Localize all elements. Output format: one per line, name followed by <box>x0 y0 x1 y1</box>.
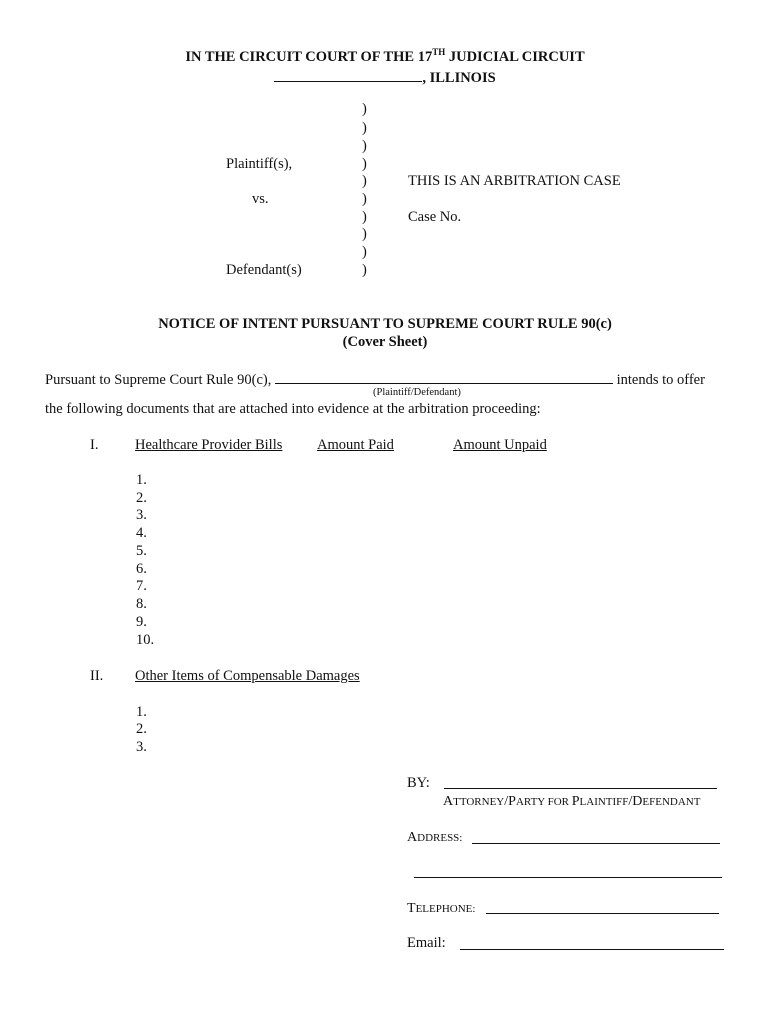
section-2-numeral: II. <box>90 668 104 684</box>
case-number-label: Case No. <box>408 209 462 225</box>
intro-text-end: intends to offer <box>616 372 705 388</box>
notice-title: NOTICE OF INTENT PURSUANT TO SUPREME COURT RULE 90(c) <box>158 316 612 332</box>
caption-text: LAINTIFF <box>579 796 629 808</box>
signature-blank-line[interactable] <box>444 774 717 789</box>
court-heading <box>0 47 770 66</box>
intro-line-1 <box>45 369 705 389</box>
paren: ) <box>362 120 367 136</box>
caption-text: A <box>443 794 454 809</box>
intro-text-start: Pursuant to Supreme Court Rule 90(c), <box>45 372 272 388</box>
list-item: 9. <box>136 614 147 630</box>
court-heading-text: IN THE CIRCUIT COURT OF THE 17 <box>185 48 433 65</box>
email-line[interactable] <box>460 935 724 950</box>
party-name-blank[interactable] <box>275 369 613 384</box>
list-item: 3. <box>136 739 147 755</box>
intro-line-2: the following documents that are attached into evidence at the arbitration proceeding: <box>45 401 541 417</box>
list-item: 1. <box>136 704 147 720</box>
list-item: 6. <box>136 561 147 577</box>
paren: ) <box>362 101 367 117</box>
paren: ) <box>362 209 367 225</box>
paren: ) <box>362 262 367 278</box>
address-line-2[interactable] <box>414 863 722 878</box>
caption-text: ARTY FOR <box>515 796 572 808</box>
county-suffix: , ILLINOIS <box>422 70 496 86</box>
list-item: 10. <box>136 632 155 648</box>
list-item: 2. <box>136 490 147 506</box>
paren: ) <box>362 226 367 242</box>
telephone-line[interactable] <box>486 899 719 914</box>
address-line-1[interactable] <box>472 829 720 844</box>
caption-text: TTORNEY <box>453 796 505 808</box>
label-text: ELEPHONE: <box>415 903 476 915</box>
label-text: A <box>407 830 418 845</box>
paren: ) <box>362 191 367 207</box>
section-1-col-amount-unpaid: Amount Unpaid <box>453 437 547 453</box>
telephone-label <box>407 900 475 917</box>
email-label: Email: <box>407 935 446 951</box>
list-item: 8. <box>136 596 147 612</box>
label-text: DDRESS: <box>417 832 463 844</box>
caption-text: P <box>571 794 580 809</box>
court-heading-text-end: JUDICIAL CIRCUIT <box>445 48 585 65</box>
list-item: 2. <box>136 721 147 737</box>
label-text: T <box>407 901 416 916</box>
list-item: 7. <box>136 578 147 594</box>
paren: ) <box>362 138 367 154</box>
caption-text: EFENDANT <box>642 796 701 808</box>
list-item: 4. <box>136 525 147 541</box>
arbitration-case-label: THIS IS AN ARBITRATION CASE <box>408 173 621 189</box>
paren: ) <box>362 173 367 189</box>
paren: ) <box>362 244 367 260</box>
section-1-numeral: I. <box>90 437 99 453</box>
vs-label: vs. <box>252 191 269 207</box>
list-item: 3. <box>136 507 147 523</box>
notice-subtitle: (Cover Sheet) <box>342 334 428 350</box>
address-label <box>407 829 462 846</box>
list-item: 5. <box>136 543 147 559</box>
plaintiff-label: Plaintiff(s), <box>226 156 293 172</box>
caption-text: /D <box>628 794 643 809</box>
paren: ) <box>362 156 367 172</box>
court-heading-superscript: TH <box>432 47 446 57</box>
section-1-col-amount-paid: Amount Paid <box>317 437 394 453</box>
defendant-label: Defendant(s) <box>226 262 302 278</box>
attorney-party-caption <box>443 793 700 810</box>
county-line <box>0 67 770 87</box>
signature-by-label: BY: <box>407 775 430 791</box>
party-hint: (Plaintiff/Defendant) <box>373 387 461 398</box>
caption-text: /P <box>504 794 516 809</box>
section-1-col-provider-bills: Healthcare Provider Bills <box>135 437 283 453</box>
county-blank-line[interactable] <box>274 67 422 82</box>
list-item: 1. <box>136 472 147 488</box>
section-2-title: Other Items of Compensable Damages <box>135 668 360 684</box>
